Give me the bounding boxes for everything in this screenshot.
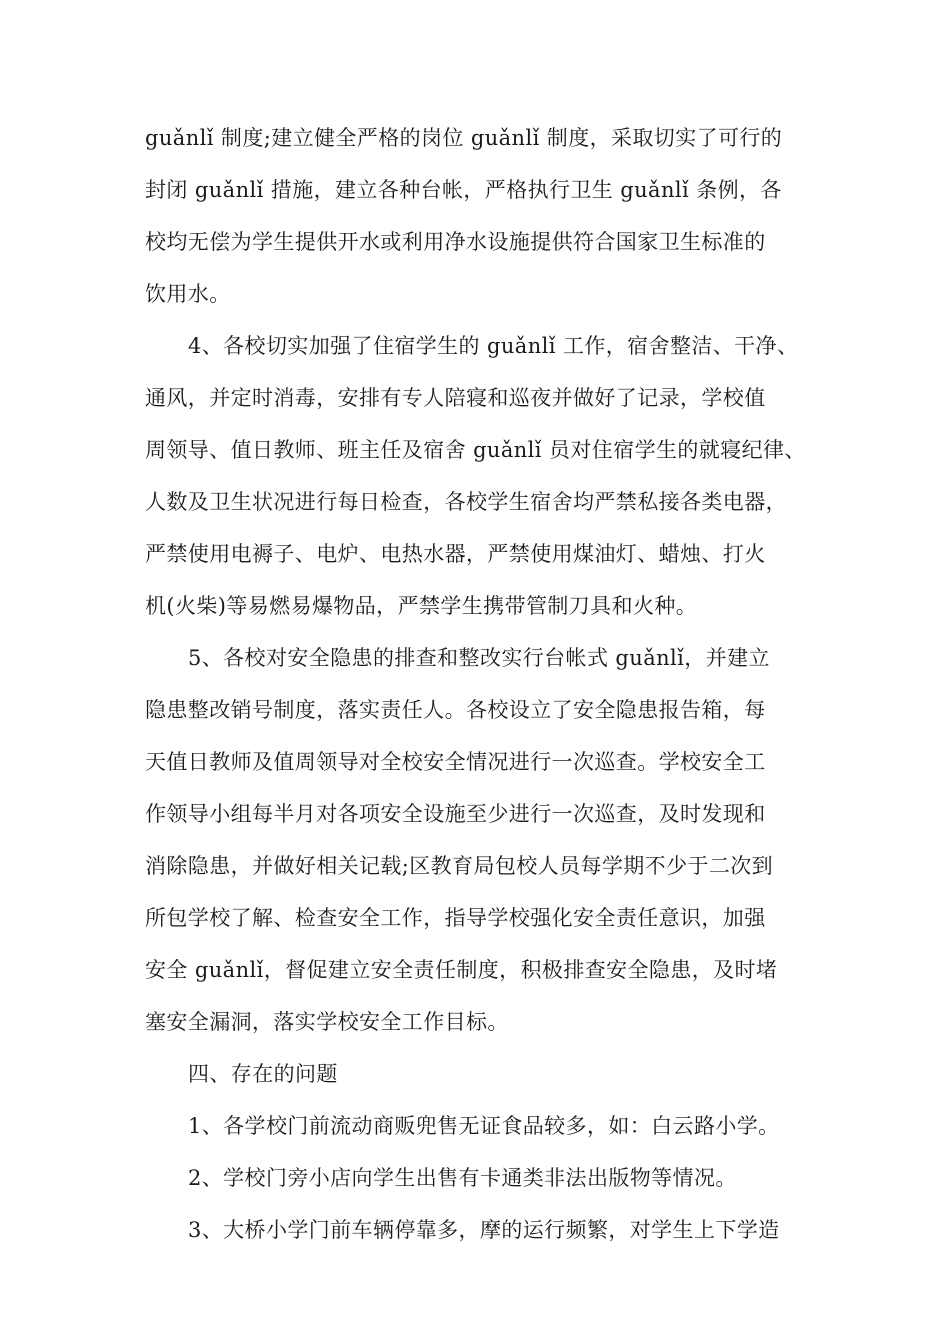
body-text-line: 塞安全漏洞，落实学校安全工作目标。 [145, 1010, 509, 1034]
paragraph-start-line: 5、各校对安全隐患的排查和整改实行台帐式 guǎnlǐ，并建立 [188, 646, 770, 670]
body-text-line: 天值日教师及值周领导对全校安全情况进行一次巡查。学校安全工 [145, 750, 766, 774]
body-text-line: 通风，并定时消毒，安排有专人陪寝和巡夜并做好了记录，学校值 [145, 386, 766, 410]
body-text-line: 严禁使用电褥子、电炉、电热水器，严禁使用煤油灯、蜡烛、打火 [145, 542, 766, 566]
body-text-line: 人数及卫生状况进行每日检查，各校学生宿舍均严禁私接各类电器， [145, 490, 787, 514]
list-item: 1、各学校门前流动商贩兜售无证食品较多，如：白云路小学。 [188, 1114, 780, 1138]
list-item: 2、学校门旁小店向学生出售有卡通类非法出版物等情况。 [188, 1166, 737, 1190]
paragraph-start-line: 4、各校切实加强了住宿学生的 guǎnlǐ 工作，宿舍整洁、干净、 [188, 334, 799, 358]
body-text-line: 安全 guǎnlǐ，督促建立安全责任制度，积极排查安全隐患，及时堵 [145, 958, 778, 982]
body-text-line: 校均无偿为学生提供开水或利用净水设施提供符合国家卫生标准的 [145, 230, 766, 254]
body-text-line: 所包学校了解、检查安全工作，指导学校强化安全责任意识，加强 [145, 906, 766, 930]
body-text-line: 周领导、值日教师、班主任及宿舍 guǎnlǐ 员对住宿学生的就寝纪律、 [145, 438, 806, 462]
body-text-line: 消除隐患，并做好相关记载;区教育局包校人员每学期不少于二次到 [145, 854, 774, 878]
body-text-line: 饮用水。 [145, 282, 231, 306]
body-text-line: 隐患整改销号制度，落实责任人。各校设立了安全隐患报告箱，每 [145, 698, 766, 722]
section-heading: 四、存在的问题 [188, 1062, 338, 1086]
body-text-line: guǎnlǐ 制度;建立健全严格的岗位 guǎnlǐ 制度，采取切实了可行的 [145, 126, 783, 150]
list-item: 3、大桥小学门前车辆停靠多，摩的运行频繁，对学生上下学造 [188, 1218, 780, 1242]
body-text-line: 作领导小组每半月对各项安全设施至少进行一次巡查，及时发现和 [145, 802, 766, 826]
body-text-line: 封闭 guǎnlǐ 措施，建立各种台帐，严格执行卫生 guǎnlǐ 条例，各 [145, 178, 782, 202]
body-text-line: 机(火柴)等易燃易爆物品，严禁学生携带管制刀具和火种。 [145, 594, 698, 618]
